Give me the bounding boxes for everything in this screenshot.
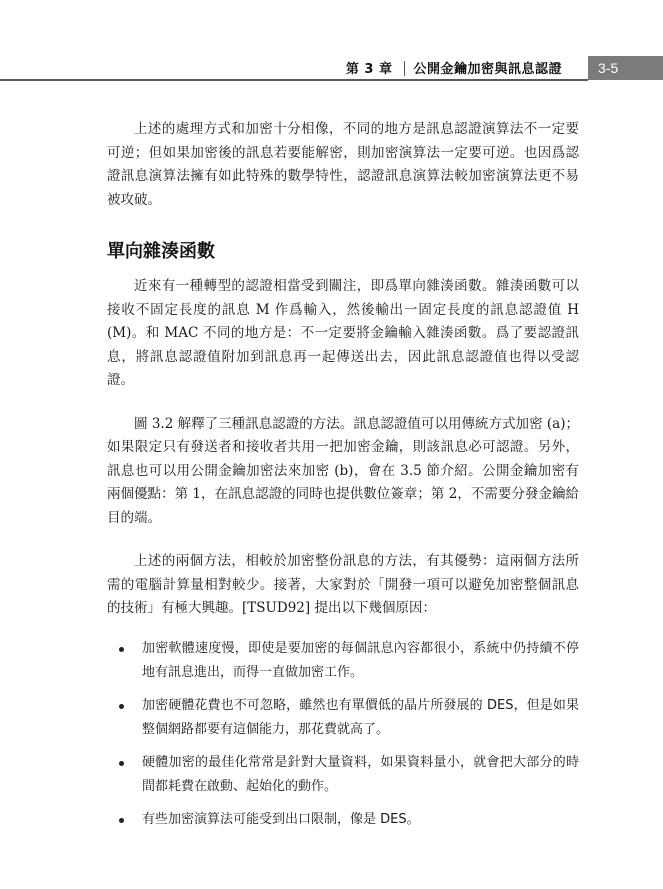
running-header (346, 58, 562, 77)
list-item (107, 637, 579, 685)
list-item (107, 751, 579, 799)
bullet-icon (119, 761, 124, 766)
header-rule (0, 79, 588, 81)
page-body (107, 118, 579, 841)
list-item-text: 加密硬體花費也不可忽略，雖然也有單價低的晶片所發展的 DES，但是如果整個網路都要有這個能力，那花費就高了。 (142, 697, 579, 737)
chapter-title: 公開金鑰加密與訊息認證 (413, 62, 562, 77)
list-item-text: 有些加密演算法可能受到出口限制，像是 DES。 (142, 811, 420, 827)
page-number: 3-5 (598, 60, 619, 76)
body-paragraph: 圖 3.2 解釋了三種訊息認證的方法。訊息認證值可以用傳統方式加密 (a)；如果限定只有發送者和接收者共用一把加密金鑰，則該訊息必可認證。另外，訊息也可以用公開金鑰加密法來加密 (b)，會在 3.5 節介紹。公開金鑰加密有兩個優點：第 1，在訊息認證的同時也提供數位簽章；第 2，不需要分發金鑰給目的端。 (107, 415, 579, 526)
body-paragraph: 近來有一種轉型的認證相當受到關注，即爲單向雜湊函數。雜湊函數可以接收不固定長度的訊息 M 作爲輸入，然後輸出一固定長度的訊息認證值 H(M)。和 MAC 不同的地方是：不一定要將金鑰輸入雜湊函數。爲了要認證訊息，將訊息認證值附加到訊息再一起傳送出去，因此訊息認證值也得以受認證。 (107, 278, 579, 388)
header-separator (404, 61, 405, 76)
chapter-label: 第 3 章 (345, 62, 393, 77)
section-heading: 單向雜湊函數 (107, 241, 215, 262)
bullet-icon (119, 818, 124, 823)
page-number-tab (588, 56, 663, 80)
list-item-text: 加密軟體速度慢，即使是要加密的每個訊息內容都很小，系統中仍持續不停地有訊息進出，而得一直做加密工作。 (142, 640, 579, 680)
reasons-list (107, 637, 579, 832)
list-item (107, 808, 579, 832)
intro-paragraph: 上述的處理方式和加密十分相像，不同的地方是訊息認證演算法不一定要可逆；但如果加密後的訊息若要能解密，則加密演算法一定要可逆。也因爲認證訊息演算法擁有如此特殊的數學特性，認證訊息演算法較加密演算法更不易被攻破。 (107, 121, 579, 208)
list-item (107, 694, 579, 742)
body-paragraph: 上述的兩個方法，相較於加密整份訊息的方法，有其優勢：這兩個方法所需的電腦計算量相對較少。接著，大家對於「開發一項可以避免加密整個訊息的技術」有極大興趣。[TSUD92] 提出以下幾個原因： (107, 553, 579, 616)
bullet-icon (119, 704, 124, 709)
list-item-text: 硬體加密的最佳化常常是針對大量資料，如果資料量小，就會把大部分的時間都耗費在啟動、起始化的動作。 (142, 754, 579, 794)
bullet-icon (119, 647, 124, 652)
